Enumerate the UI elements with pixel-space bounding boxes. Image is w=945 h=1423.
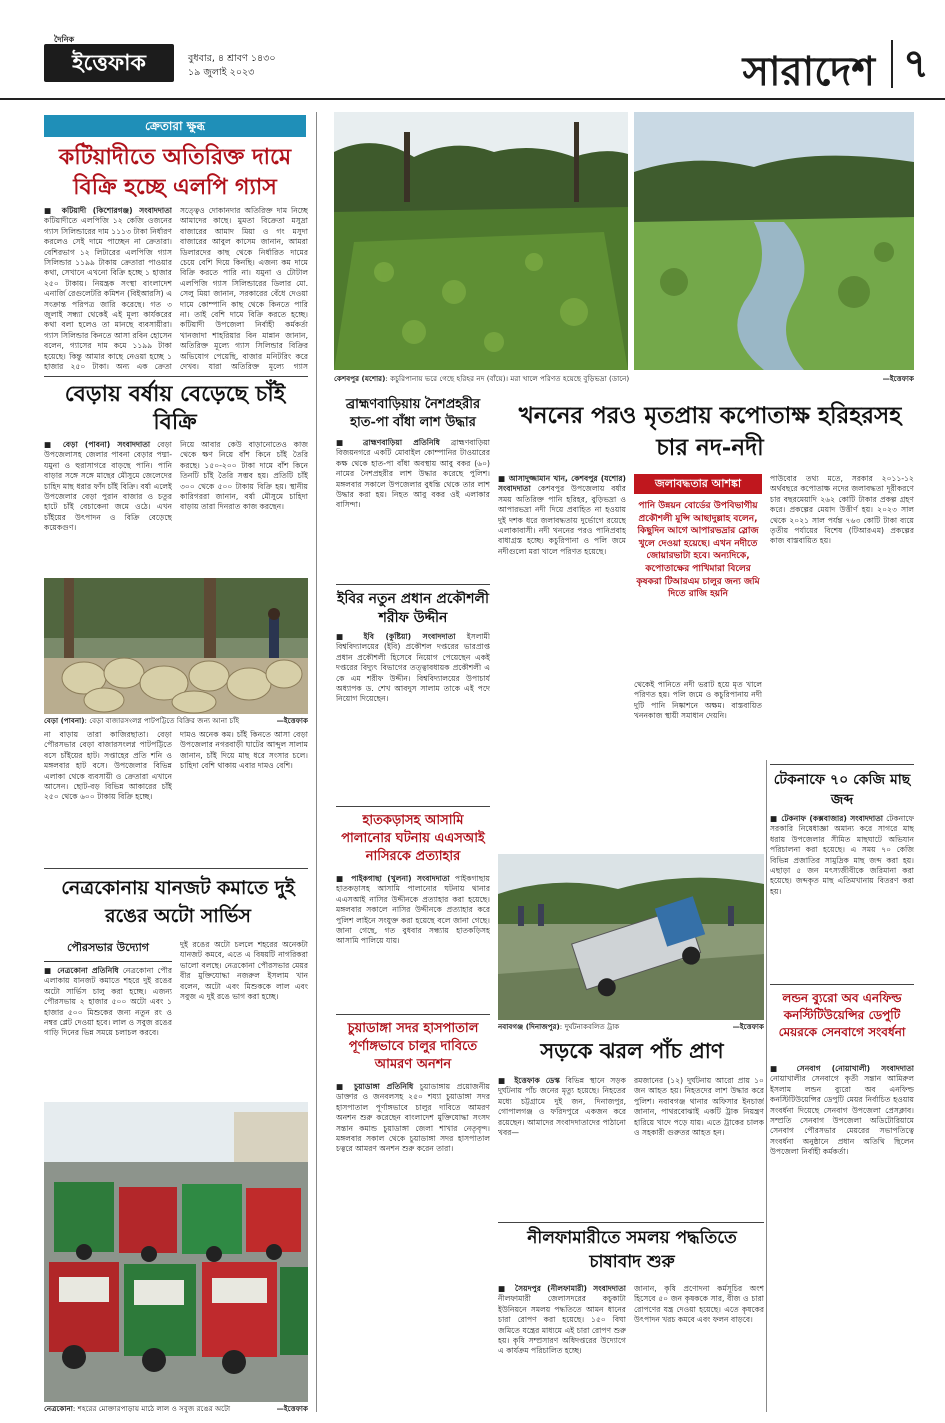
story9-body-left: ■ ইত্তেফাক ডেস্ক বিভিন্ন স্থানে সড়ক দুর্ঘটনায় পাঁচ জনের মৃত্যু হয়েছে। নিহতের মধ্যে চট্টগ্রামে দুই জন, দিনাজপুর, গোপালগঞ্জ ও ফরিদপুরে একজন করে রয়েছেন। আমাদের সংবাদদাতাদের পাঠানো খবর— (498, 1076, 626, 1138)
story10-headline[interactable]: নীলফামারীতে সমলয় পদ্ধতিতে চাষাবাদ শুরু (527, 1228, 737, 1272)
divider (498, 1222, 764, 1223)
story7-body: ■ পাইকগাছা (খুলনা) সংবাদদাতা পাইকগাছায় হাতকড়াসহ আসামি পালানোর ঘটনায় থানার এএসআই নাসির উদ্দীনকে প্রত্যাহার করা হয়েছে। মঙ্গলবার সকালে নাসির উদ্দীনকে প্রত্যাহার করে পুলিশ লাইনে সংযুক্ত করা হয়েছে বলে জানা গেছে। জানা গেছে, গত বুধবার সন্ধ্যায় হাতকড়িসহ আসামি পালিয়ে যায়। (336, 874, 490, 946)
divider (770, 764, 914, 765)
truck-caption: নবাবগঞ্জ (দিনাজপুর): দুর্ঘটনাকবলিত ট্রাক —ইত্তেফাক (498, 1022, 764, 1031)
story1-kicker: ক্রেতারা ক্ষুব্ধ (44, 115, 306, 137)
story5-headline[interactable]: ব্রাহ্মণবাড়িয়ায় নৈশপ্রহরীর হাত-পা বাঁধা লাশ উদ্ধার (345, 397, 481, 430)
story2-body-right: নিয়ে আবার কেউ বাড়ানোতেও কাজ থেকে ক্ষণ নিয়ে বাঁশ কিনে চাঁই তৈরি করছে। ১৫০-২০০ টাকা দামে বাঁশ কিনে তিনটি চাঁই তৈরি সম্ভব হয়। প্রতিটি চাঁই ৩০০ থেকে ৫০০ টাকায় বিক্রি হয়। স্থানীয় কারিগররা জানান, বর্ষা মৌসুমে চাহিদা বাড়ায় তারা দিনরাত কাজ করছেন। (180, 440, 308, 512)
story10-body-left: ■ সৈয়দপুর (নীলফামারী) সংবাদদাতা নীলফামারী জেলাসদরের কচুকাটা ইউনিয়নে সমলয় পদ্ধতিতে আমন ধানের চারা রোপণ করা হয়েছে। ১৫০ বিঘা জমিতে যন্ত্রের মাধ্যমে এই চারা রোপণ শুরু হয়। কৃষি সম্প্রসারণ অধিদপ্তরের উদ্যোগে এ কার্যক্রম পরিচালিত হচ্ছে। (498, 1284, 626, 1356)
story4-body-mid: থেকেই পানিতে নদী ভরাট হয়ে মৃত খালে পরিণত হয়। পলি জমে ও কচুরিপানায় নদী দুটি পানি নিষ্কাশনে অক্ষম। বাস্তবায়িত খননকাজ স্থায়ী সমাধান দেয়নি। (634, 680, 762, 721)
story2-body-lower-left: না বাড়ায় তারা কাজিরছাতা। বেড়া পৌরসভার বেড়া বাজারসংলগ্ন পাটপট্টিতে বসে চাঁইয়ের হাট। সপ্তাহের প্রতি শনি ও মঙ্গলবার হাট বসে। উপজেলার বিভিন্ন এলাকা থেকে ব্যবসায়ী ও ক্রেতারা এখানে আসেন। ছোট-বড় বিভিন্ন আকারের চাঁই ২৫০ থেকে ৬০০ টাকায় বিক্রি হচ্ছে। (44, 730, 172, 802)
story5-body: ■ ব্রাহ্মণবাড়িয়া প্রতিনিধি ব্রাহ্মণবাড়িয়া বিজয়নগরে একটি মোবাইল কোম্পানির টাওয়ারের কক্ষ থেকে হাত-পা বাঁধা অবস্থায় আবু বকর (৬০) নামের নৈশপ্রহরীর লাশ উদ্ধার করেছে পুলিশ। মঙ্গলবার সকালে উপজেলার বুধন্তি থেকে তার লাশ উদ্ধার করা হয়। নিহত আবু বকর ওই এলাকার বাসিন্দা। (336, 438, 490, 510)
story6-headline[interactable]: ইবির নতুন প্রধান প্রকৌশলী শরীফ উদ্দীন (337, 591, 489, 626)
story4-headline[interactable]: খননের পরও মৃতপ্রায় কপোতাক্ষ হরিহরসহ চার নদ-নদী (518, 402, 902, 461)
column-divider (316, 112, 317, 1412)
story3-tag-box (44, 936, 172, 962)
divider (336, 806, 490, 807)
story9-byline: ■ ইত্তেফাক ডেস্ক (498, 1076, 560, 1085)
story3-headline[interactable]: নেত্রকোনায় যানজট কমাতে দুই রঙের অটো সার্ভিস (61, 877, 295, 927)
column-divider (766, 760, 767, 1412)
story2-body-left: ■ বেড়া (পাবনা) সংবাদদাতা বেড়া উপজেলাসহ জেলার পাবনা বেড়ার পদ্মা-যমুনা ও হুরাসাগরে বাড়ছে পানি। পানি বাড়ার সঙ্গে সঙ্গে মাছের মৌসুমে জেলেদের চাহিদ মাছ ধরার ফাঁদ চাঁই বিক্রি। বর্ষা এলেই উপজেলার বেড়া পুরান বাজার ও চতুর হাটে চাঁই বেচাকেনা জমে ওঠে। এখন চাঁইয়ের উৎপাদন ও বিক্রি বেড়েছে কয়েকগুণ। (44, 440, 172, 533)
story1-byline: ■ কটিয়াদী (কিশোরগঞ্জ) সংবাদদাতা (44, 206, 172, 215)
divider (770, 984, 914, 985)
story8-headline[interactable]: চুয়াডাঙ্গা সদর হাসপাতাল পূর্ণাঙ্গভাবে চালুর দাবিতে আমরণ অনশন (347, 1021, 479, 1072)
story3-body-left: ■ নেত্রকোনা প্রতিনিধি নেত্রকোনা পৌর এলাকায় যানজট কমাতে শহরে দুই রঙের অটো সার্ভিস চালু করা হচ্ছে। এজন্য পৌরসভায় ২ হাজার ৫০০ অটো এবং ১ হাজার ৫০০ মিশুকের জন্য নতুন রং ও নম্বর প্লেট দেওয়া হবে। লাল ও সবুজ রঙের গাড়ি দিনের ভিন্ন সময়ে চলাচল করবে। (44, 966, 172, 1038)
divider (336, 1014, 490, 1015)
auto-rickshaw-photo (44, 1102, 308, 1402)
story5-byline: ■ ব্রাহ্মণবাড়িয়া প্রতিনিধি (336, 438, 440, 447)
baskets-caption: বেড়া (পাবনা): বেড়া বাজারসংলগ্ন পাটপট্টিতে বিক্রির জন্য আনা চাঁই —ইত্তেফাক (44, 716, 308, 725)
story7-byline: ■ পাইকগাছা (খুলনা) সংবাদদাতা (336, 874, 450, 883)
issue-date (188, 52, 276, 80)
story2-headline[interactable]: বেড়ায় বর্ষায় বেড়েছে চাঁই বিক্রি (64, 381, 286, 435)
divider (336, 584, 490, 585)
story2-byline: ■ বেড়া (পাবনা) সংবাদদাতা (44, 440, 151, 449)
story4-byline: ■ আসাদুজ্জামান খান, কেশবপুর (যশোর) সংবাদদাতা (498, 474, 626, 494)
story3-body-right: দুই রঙের অটো চললে শহরের অনেকটা যানজট কমবে, এতে এ বিষয়টি নাগরিকরা ভালো বলছে। নেত্রকোনা পৌরসভার মেয়র বীর মুক্তিযোদ্ধা নজরুল ইসলাম খান বলেন, অটো এবং মিশুককে লাল এবং সবুজ এ দুই রঙে ভাগ করা হচ্ছে। (180, 940, 308, 1002)
story4-body-left: ■ আসাদুজ্জামান খান, কেশবপুর (যশোর) সংবাদদাতা কেশবপুর উপজেলায় বর্ষার সময় অতিরিক্ত পানি হরিহর, বুড়িভদ্রা ও আপারভদ্রা নদী দিয়ে প্রবাহিত না হওয়ায় দুই দশক ধরে জলাবদ্ধতায় দুর্ভোগে রয়েছে এলাকাবাসী। নদী খননের পরও পানিপ্রবাহ বাধাগ্রস্ত হচ্ছে। কচুরিপানা ও পলি জমে নদীগুলো মরা খালে পরিণত হয়েছে। (498, 474, 626, 556)
story8-byline: ■ চুয়াডাঙ্গা প্রতিনিধি (336, 1082, 414, 1091)
auto-rickshaw-caption: নেত্রকোনা: শহরের মোক্তারপাড়ায় মাঠে লাল ও সবুজ রঙের অটো —ইত্তেফাক (44, 1404, 308, 1413)
story10-body-right: জানান, কৃষি প্রণোদনা কর্মসূচির অংশ হিসেবে ৫০ জন কৃষককে সার, বীজ ও চারা রোপণের যন্ত্র দেওয়া হয়েছে। এতে কৃষকের উৎপাদন খরচ কমবে এবং ফলন বাড়বে। (634, 1284, 764, 1325)
story6-byline: ■ ইবি (কুষ্টিয়া) সংবাদদাতা (336, 632, 456, 641)
baskets-photo (44, 578, 308, 714)
story3-tag: পৌরসভার উদ্যোগ (66, 941, 150, 954)
story1-text: কটিয়াদীতে এলপিজি ১২ কেজি ওজনের গ্যাস সিলিন্ডারের দাম ১১১৩ টাকা নির্ধারণ করলেও সেই দামে পাচ্ছেন না ক্রেতারা। বেশিরভাগ ১২ লিটারের এলপিজি গ্যাস সিলিন্ডার ১১৯৯ টাকায় ক্রেতারা পাওয়ার কথা, সেখানে এখনো বিক্রি হচ্ছে ১ হাজার ২৫০ টাকায়। নিয়ন্ত্রক সংস্থা বাংলাদেশ এনার্জি রেগুলেটরি কমিশন (বিইআরসি) এ সংক্রান্ত পরিপত্র জারি করেছে। গত ৩ জুলাই সন্ধ্যা থেকেই এই মূল্য কার্যকরের কথা বলা হলেও তা মানছে ব্যবসায়ীরা। গ্যাস সিলিন্ডার কিনতে আসা রবিন হোসেন বলেন, গ্যাসের দাম কমে ১১৯৯ টাকা হয়েছে। কিন্তু আমার কাছে নেওয়া হচ্ছে ১ হাজার ২৫০ টাকা। অন্য এক ক্রেতা (44, 216, 172, 371)
story3-byline: ■ নেত্রকোনা প্রতিনিধি (44, 966, 119, 975)
issue-date-gregorian: ১৯ জুলাই ২০২৩ (188, 67, 255, 78)
story12-body: ■ সেনবাগ (নোয়াখালী) সংবাদদাতা নোয়াখালীর সেনবাগে কৃতী সন্তান আমিরুল ইসলাম লন্ডন ব্যুরো অব এনফিল্ড কনস্টিটিউয়েন্সির ডেপুটি মেয়র নির্বাচিত হওয়ায় সংবর্ধনা দিয়েছে সেনবাগ উপজেলা প্রেসক্লাব। সম্প্রতি সেনবাগ উপজেলা অডিটোরিয়ামে সেনবাগ পৌরসভার মেয়রের সভাপতিত্বে সংবর্ধনা অনুষ্ঠানে প্রধান অতিথি ছিলেন উপজেলা নির্বাহী কর্মকর্তা। (770, 1064, 914, 1157)
story1-body-right: সত্ত্বেও দোকানদার অতিরিক্ত দাম নিচ্ছে আমাদের কাছে। মুমতা বিক্রেতা মসুদ্রা বাজারের আমাদ মিয়া ও গং মসুদা বাজারের আবুল কাসেম জানান, আমরা ডিলারদের কাছ থেকে নির্ধারিত দামের চেয়ে বেশি দিয়ে কিনছি। এজন্য কম দামে বিক্রি করতে পারি না। যমুনা ও টোটাল এলপিজি গ্যাস সিলিন্ডারের ডিলার মো. সেলু মিয়া জানান, সরকারের বেঁধে দেওয়া দামে কোম্পানি কাছ থেকে কিনতে পারি না। তাই বেশি দামে বিক্রি করতে হচ্ছে। কটিয়াদী উপজেলা নির্বাহী কর্মকর্তা খানজাদা শাহরিয়ার বিন মান্নান জানান, অতিরিক্ত মূল্যে গ্যাস সিলিন্ডার বিক্রির অভিযোগ পেয়েছি, বাজার মনিটরিং করে দেখব। যারা অতিরিক্ত মূল্যে গ্যাস (180, 206, 308, 371)
story12-byline: ■ সেনবাগ (নোয়াখালী) সংবাদদাতা (770, 1064, 914, 1073)
story9-body-right: রমজানের (১২) দুর্ঘটনায় আরো প্রায় ১০ জন আহত হয়। নিহতদের লাশ উদ্ধার করে পুলিশ। নবাবগঞ্জ থানার অফিসার ইনচার্জ জানান, পাথরবোঝাই একটি ট্রাক নিয়ন্ত্রণ হারিয়ে খাদে পড়ে যায়। এতে ট্রাকের চালক ও সহকারী গুরুতর আহত হন। (634, 1076, 764, 1138)
river-photo-caption: কেশবপুর (যশোর): কচুরিপানায় ভরে গেছে হরিহর নদ (বাঁয়ে)। মরা খালে পরিণত হয়েছে বুড়িভদ্রা (ডানে) —ইত্তেফাক (334, 374, 914, 383)
truck-accident-photo (498, 854, 764, 1020)
newspaper-logo: দৈনিক ইত্তেফাক (44, 44, 174, 82)
page-number: ৭ (891, 40, 929, 88)
story4-tag: জলাবদ্ধতার আশঙ্কা (634, 474, 762, 494)
story6-body: ■ ইবি (কুষ্টিয়া) সংবাদদাতা ইসলামী বিশ্ববিদ্যালয়ের (ইবি) প্রকৌশল দপ্তরের ভারপ্রাপ্ত প্রধান প্রকৌশলী হিসেবে নিয়োগ পেয়েছেন একই দপ্তরের বিদ্যুৎ বিভাগের তত্ত্বাবধায়ক প্রকৌশলী এ কে এম শরীফ উদ্দীন। বিশ্ববিদ্যালয়ের উপাচার্য অধ্যাপক ড. শেখ আবদুস সালাম তাকে এই পদে নিয়োগ দিয়েছেন। (336, 632, 490, 704)
logo-small-text: দৈনিক (54, 34, 75, 44)
story7-headline[interactable]: হাতকড়াসহ আসামি পালানোর ঘটনায় এএসআই নাসিরকে প্রত্যাহার (341, 813, 485, 864)
story4-quote: পানি উন্নয়ন বোর্ডের উপবিভাগীয় প্রকৌশলী মুন্সি আছাদুল্লাহ বলেন, কিছুদিন আগে আপারভদ্রার স্লোজ খুলে দেওয়া হয়েছে। এখন নদীতে জোয়ারভাটা হবে। অন্যদিকে, কপোতাক্ষের পাখিমারা বিলের কৃষকরা টিআরএম চালুর জন্য জমি দিতে রাজি হয়নি (636, 501, 760, 600)
story9-headline[interactable]: সড়কে ঝরল পাঁচ প্রাণ (540, 1038, 724, 1063)
story10-byline: ■ সৈয়দপুর (নীলফামারী) সংবাদদাতা (498, 1284, 626, 1293)
story8-body: ■ চুয়াডাঙ্গা প্রতিনিধি চুয়াডাঙ্গায় প্রয়োজনীয় ডাক্তার ও জনবলসহ ২৫০ শয্যা চুয়াডাঙ্গা সদর হাসপাতাল পূর্ণাঙ্গভাবে চালুর দাবিতে আমরণ অনশন শুরু করেছেন বাংলাদেশ মুক্তিযোদ্ধা সংসদ সন্তান কমান্ড চুয়াডাঙ্গা জেলা শাখার নেতৃবৃন্দ। মঙ্গলবার সকাল থেকে চুয়াডাঙ্গা সদর হাসপাতাল চত্বরে আমরণ অনশন শুরু করেন তারা। (336, 1082, 490, 1154)
section-title: সারাদেশ (742, 48, 875, 95)
story1-body-left (44, 206, 172, 371)
story11-byline: ■ টেকনাফ (কক্সবাজার) সংবাদদাতা (770, 814, 883, 823)
story11-body: ■ টেকনাফ (কক্সবাজার) সংবাদদাতা টেকনাফে সরকারি নিষেধাজ্ঞা অমান্য করে সাগরে মাছ ধরায় উপজেলার সীমিত মাছঘাটে অভিযান পরিচালনা করা হয়েছে। এ সময় ৭০ কেজি বিভিন্ন প্রজাতির সামুদ্রিক মাছ জব্দ করা হয়। এছাড়া ৫ জন মৎস্যজীবীকে জরিমানা করা হয়েছে। জব্দকৃত মাছ এতিমখানায় বিতরণ করা হয়। (770, 814, 914, 896)
river-photo-left (334, 112, 628, 370)
masthead (0, 0, 945, 100)
story11-headline[interactable]: টেকনাফে ৭০ কেজি মাছ জব্দ (773, 772, 911, 808)
story2-body-lower-right: দামও অনেক কম। চাঁই কিনতে আসা বেড়া উপজেলার নগরবাড়ী ঘাটের আব্দুল সালাম জানান, চাঁই দিয়ে মাছ ধরে সংসার চলে। চাহিদা বেশি থাকায় এবার দামও বেশি। (180, 730, 308, 771)
story4-body-right: পাউবোর তথ্য মতে, সরকার ২০১১-১২ অর্থবছরে কপোতাক্ষ নদের জলাবদ্ধতা দূরীকরণে চার বছরমেয়াদি ২৬২ কোটি টাকার প্রকল্প গ্রহণ করে। প্রকল্পের মেয়াদ উত্তীর্ণ হয়। ২০২৩ সাল থেকে ২০২১ সাল পর্যন্ত ৭৬৩ কোটি টাকা ব্যয়ে তৃতীয় পর্যায়ের বিশেষ (টিআরএম) প্রকল্পের কাজ বাস্তবায়িত হয়। (770, 474, 914, 546)
divider (44, 868, 308, 869)
issue-date-bengali: বুধবার, ৪ শ্রাবণ ১৪৩০ (188, 53, 276, 64)
divider (44, 376, 308, 377)
story1-headline[interactable]: কটিয়াদীতে অতিরিক্ত দামে বিক্রি হচ্ছে এলপি গ্যাস (58, 144, 292, 200)
river-photo-right (634, 112, 914, 370)
story12-headline[interactable]: লন্ডন ব্যুরো অব এনফিল্ড কনস্টিটিউয়েন্সির ডেপুটি মেয়রকে সেনবাগে সংবর্ধনা (778, 991, 906, 1039)
